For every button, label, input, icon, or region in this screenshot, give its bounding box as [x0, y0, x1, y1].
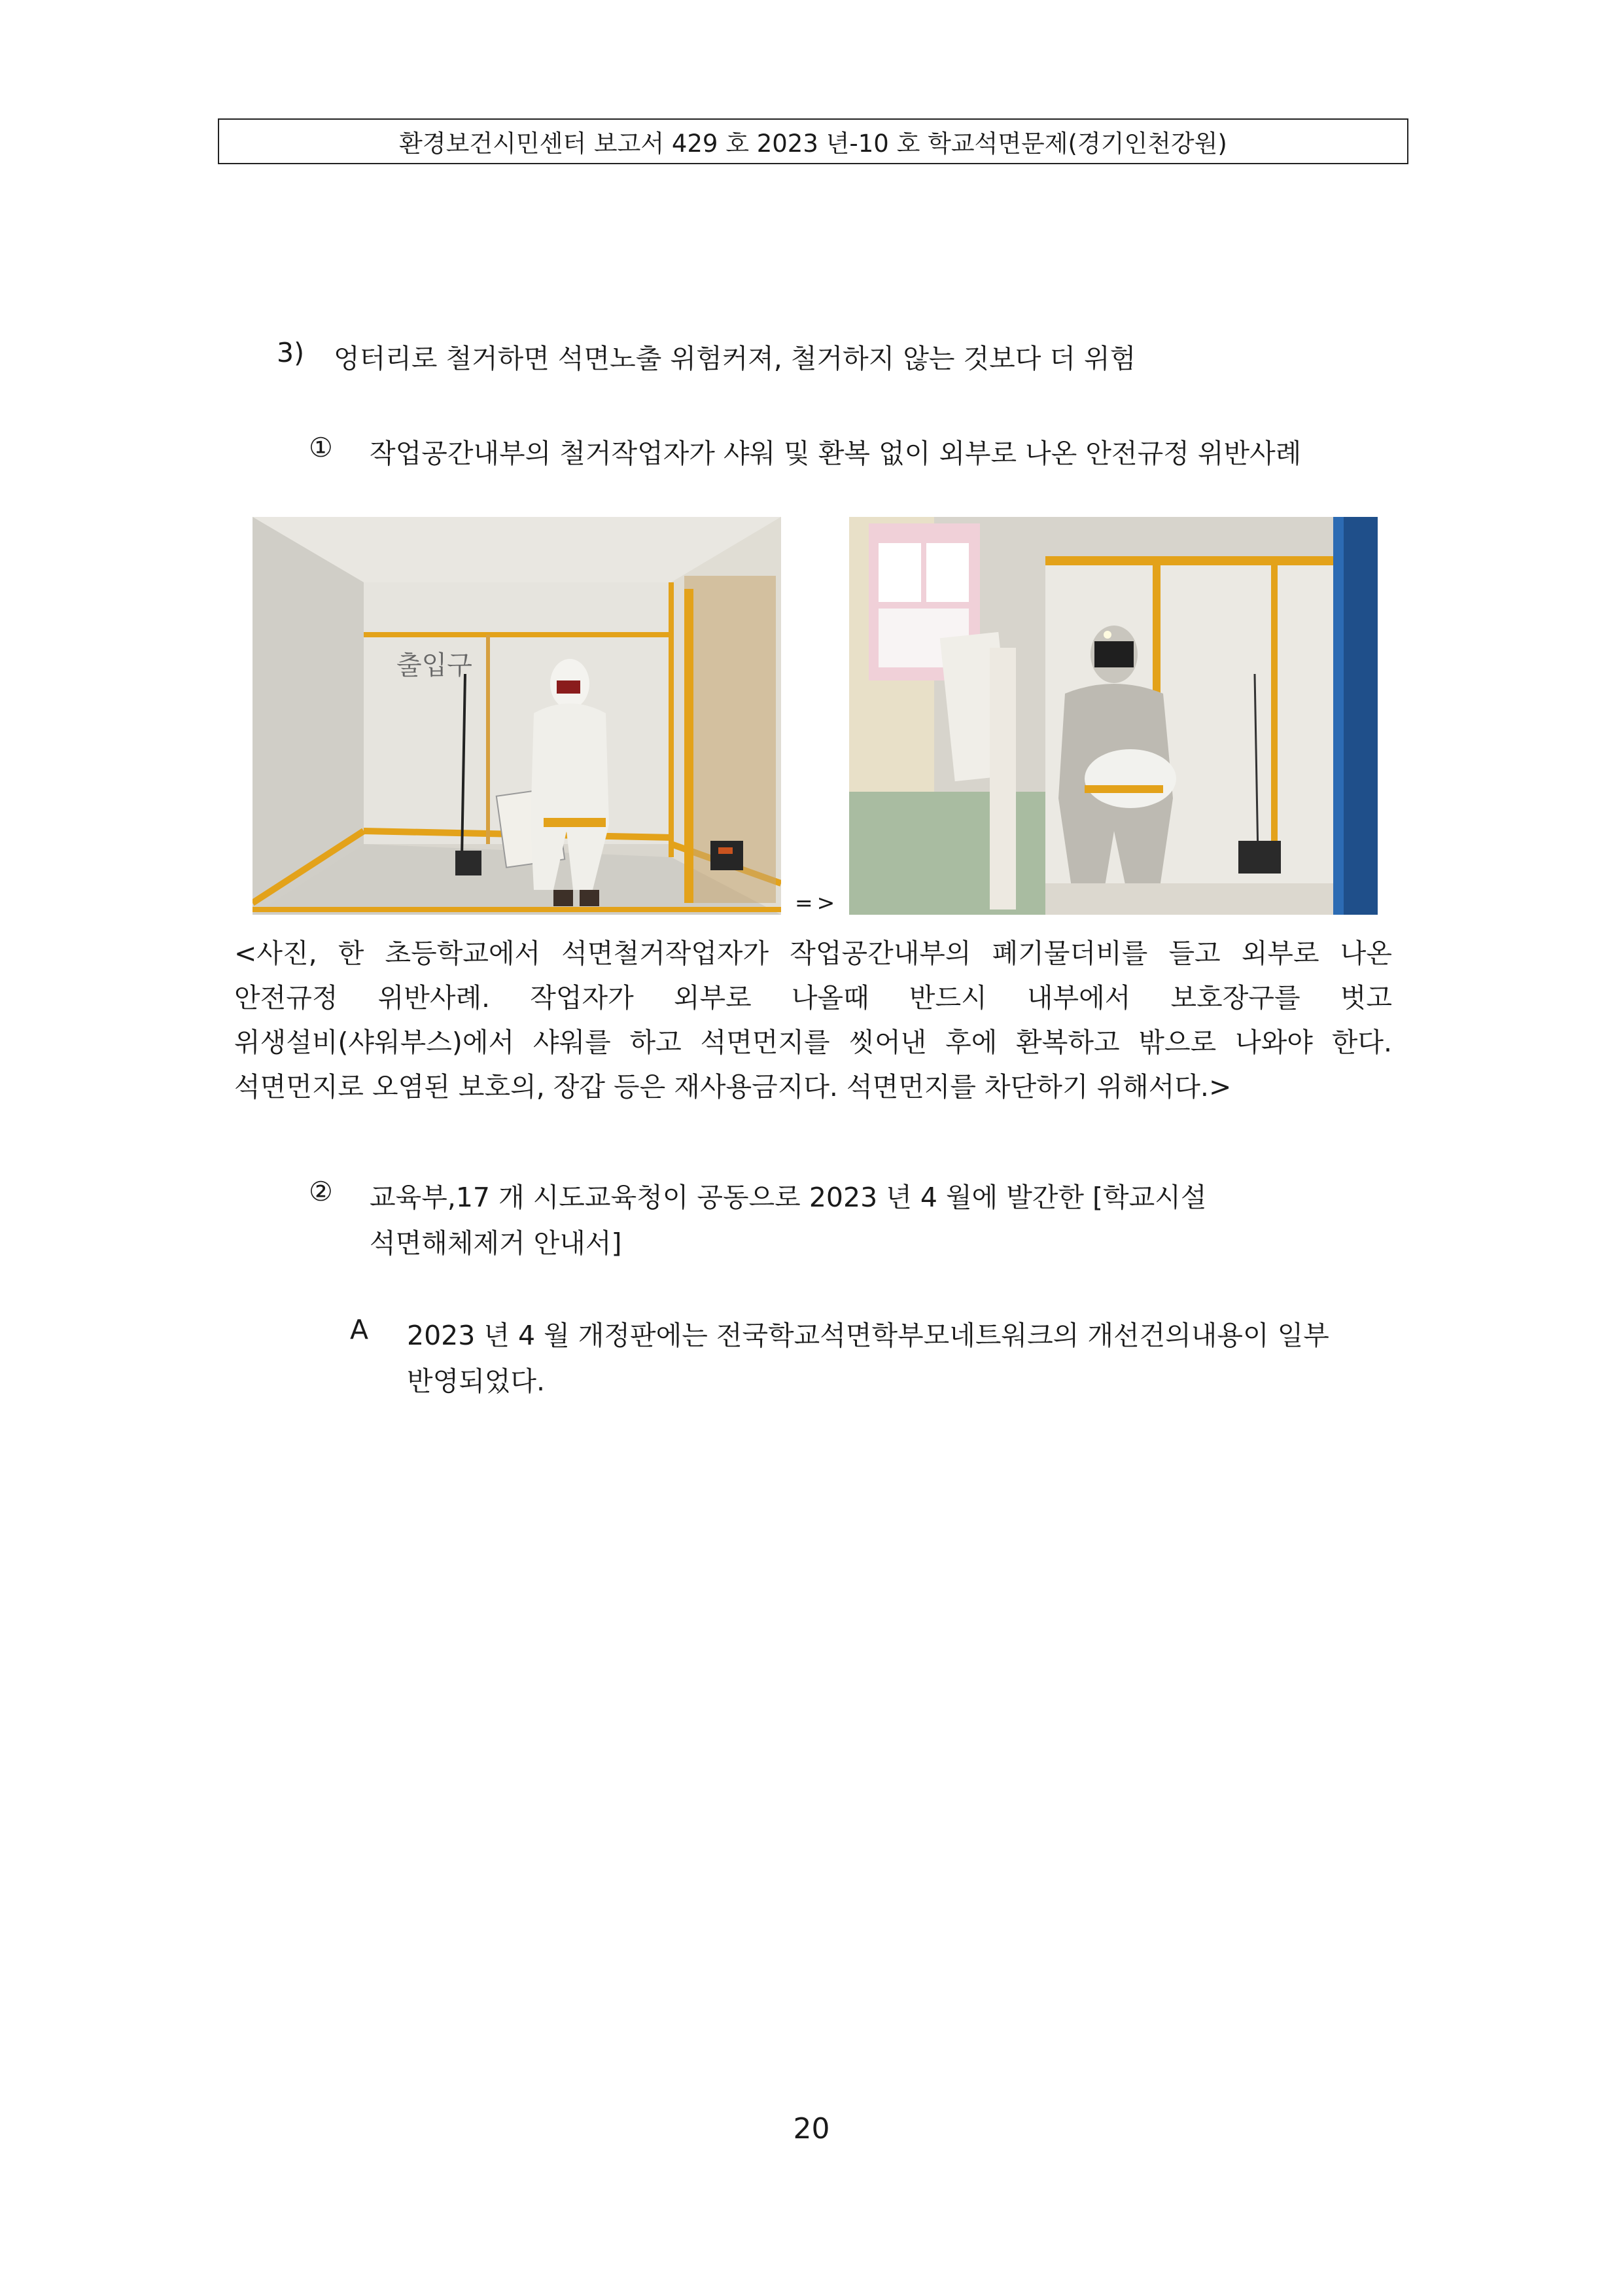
section-3-title: 엉터리로 철거하면 석면노출 위험커져, 철거하지 않는 것보다 더 위험 [334, 343, 1136, 374]
photo-right [849, 517, 1378, 915]
section-3-number: 3) [277, 337, 305, 368]
subitem-a-line-1: 2023 년 4 월 개정판에는 전국학교석면학부모네트워크의 개선건의내용이 일부 [407, 1320, 1329, 1351]
subitem-a-line-2: 반영되었다. [407, 1366, 546, 1397]
photo-caption-line-1: <사진, 한 초등학교에서 석면철거작업자가 작업공간내부의 폐기물더비를 들고 외부로 나온 [234, 938, 1392, 969]
arrow-text: => [795, 890, 839, 915]
photo-caption-line-4: 석면먼지로 오염된 보호의, 장갑 등은 재사용금지다. 석면먼지를 차단하기 위해서다.> [234, 1071, 1232, 1103]
subitem-a-marker: A [350, 1314, 369, 1345]
item-2-line-1: 교육부,17 개 시도교육청이 공동으로 2023 년 4 월에 발간한 [학교시설 [370, 1182, 1207, 1213]
photo-caption-line-2: 안전규정 위반사례. 작업자가 외부로 나올때 반드시 내부에서 보호장구를 벗고 [234, 982, 1392, 1014]
photo-left [253, 517, 781, 915]
photo-caption-line-3: 위생설비(샤워부스)에서 샤워를 하고 석면먼지를 씻어낸 후에 환복하고 밖으로 나와야 한다. [234, 1027, 1392, 1058]
entrance-sign-text: 출입구 [396, 650, 472, 680]
page-number: 20 [793, 2112, 830, 2146]
report-header [218, 118, 1408, 164]
item-2-marker: ② [309, 1176, 333, 1207]
item-2-line-2: 석면해체제거 안내서] [370, 1227, 622, 1259]
report-header-title: 환경보건시민센터 보고서 429 호 2023 년-10 호 학교석면문제(경기인천강원) [399, 130, 1227, 158]
item-1-marker: ① [309, 432, 333, 463]
item-1-text: 작업공간내부의 철거작업자가 샤워 및 환복 없이 외부로 나온 안전규정 위반사례 [370, 438, 1302, 469]
